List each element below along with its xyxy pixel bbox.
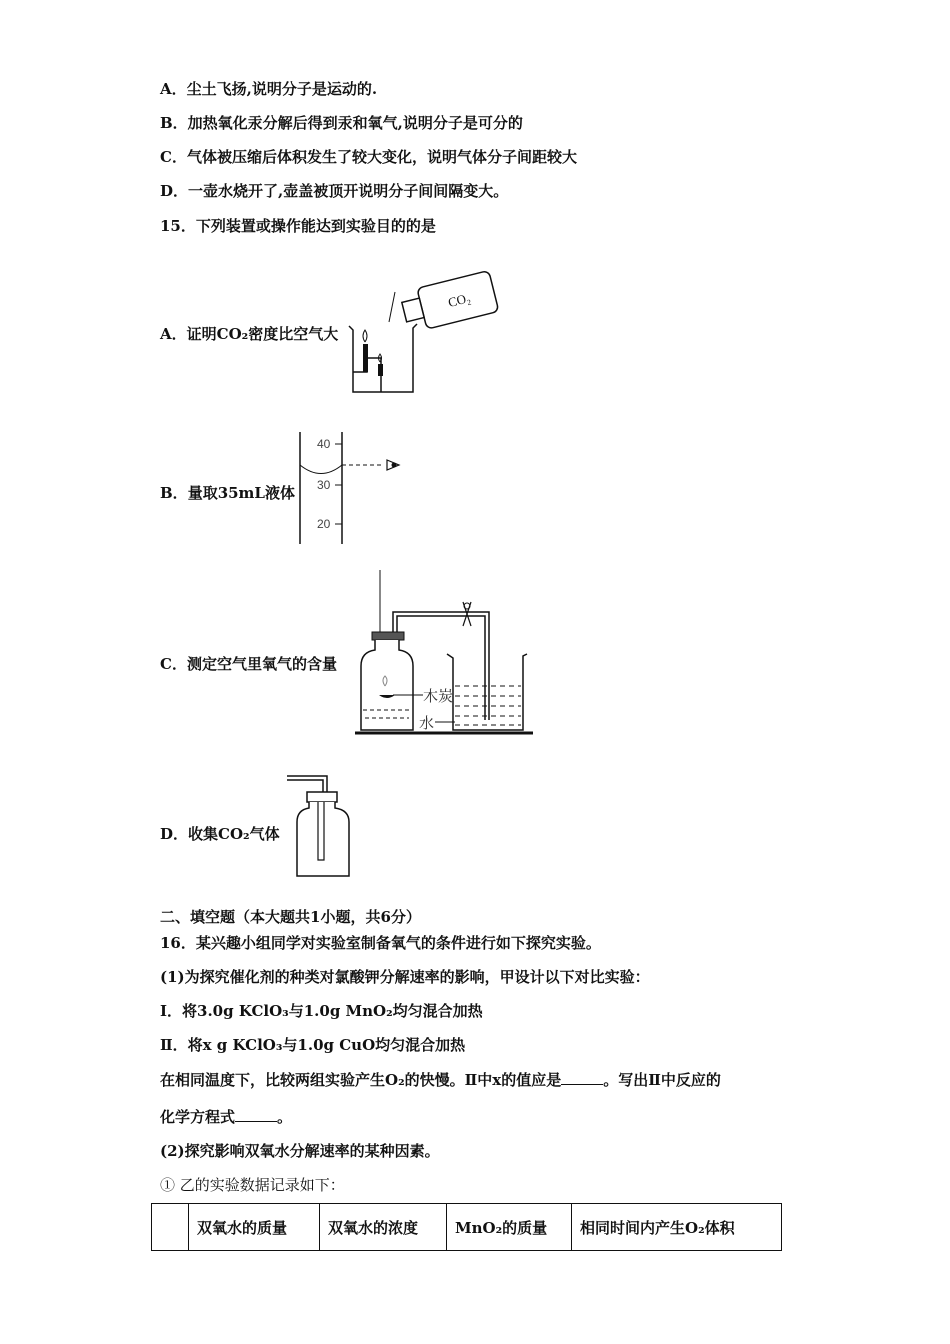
equation-line (160, 1106, 292, 1127)
pour-stream (389, 292, 395, 322)
co2-label: CO₂ (446, 289, 473, 311)
compare-line (160, 1069, 721, 1090)
part-2-text: (2)探究影响双氧水分解速率的某种因素。 (160, 1142, 440, 1160)
tick-label-30: 30 (317, 478, 331, 492)
table-header-cell: 双氧水的浓度 (320, 1204, 447, 1251)
option-text: 量取35mL液体 (187, 484, 295, 502)
experiment-1: Ⅰ．将3.0g KClO₃与1.0g MnO₂均匀混合加热 (160, 1002, 483, 1020)
option-text: 收集CO₂气体 (188, 825, 280, 843)
beaker (349, 324, 417, 392)
part-1-text: (1)为探究催化剂的种类对氯酸钾分解速率的影响，甲设计以下对比实验： (160, 968, 650, 986)
option-a-q15 (160, 323, 338, 344)
tick-label-20: 20 (317, 517, 331, 531)
option-d-q14: D．一壶水烧开了,壶盖被顶开说明分子间间隔变大。 (160, 182, 509, 200)
record-intro: ① 乙的实验数据记录如下： (160, 1176, 345, 1194)
equation-text-a: 化学方程式 (160, 1108, 236, 1126)
experiment-data-table (151, 1203, 782, 1251)
option-c-q14: C．气体被压缩后体积发生了较大变化，说明气体分子间距较大 (160, 148, 577, 166)
flame-tall (363, 330, 367, 342)
graduated-cylinder-diagram (295, 432, 410, 547)
table-header-cell: MnO₂的质量 (447, 1204, 572, 1251)
bottle-body (297, 802, 349, 876)
water-label: 水 (419, 715, 435, 732)
section-2-title: 二、填空题（本大题共1小题，共6分） (160, 908, 421, 926)
option-a-q14: A．尘土飞扬,说明分子是运动的. (160, 80, 378, 98)
option-b-q15 (160, 482, 295, 503)
eye-pupil-icon (392, 463, 397, 468)
gas-jar (361, 640, 413, 730)
question-15-stem: 15．下列装置或操作能达到实验目的的是 (160, 217, 436, 235)
co2-bottle (399, 270, 498, 333)
co2-pouring-diagram (345, 262, 505, 397)
option-letter: A． (160, 325, 187, 343)
short-candle (378, 364, 383, 376)
table-header-row (152, 1204, 782, 1251)
experiment-2: Ⅱ．将x g KClO₃与1.0g CuO均匀混合加热 (160, 1036, 466, 1054)
option-letter: C． (160, 655, 187, 673)
compare-text-a: 在相同温度下，比较两组实验产生O₂的快慢。Ⅱ中x的值应是 (160, 1071, 562, 1089)
option-b-q14: B．加热氧化汞分解后得到汞和氧气,说明分子是可分的 (160, 114, 523, 132)
table-header-cell: 相同时间内产生O₂体积 (572, 1204, 782, 1251)
bottle-stopper (307, 792, 337, 802)
compare-text-b: 。写出Ⅱ中反应的 (603, 1071, 721, 1089)
option-c-q15 (160, 653, 337, 674)
equation-text-b: 。 (277, 1108, 293, 1126)
option-letter: D． (160, 825, 189, 843)
oxygen-content-apparatus (355, 570, 535, 740)
meniscus (300, 465, 342, 474)
tick-label-40: 40 (317, 437, 331, 451)
water-beaker (447, 654, 527, 730)
question-16-stem: 16．某兴趣小组同学对实验室制备氧气的条件进行如下探究实验。 (160, 934, 601, 952)
beaker-water (455, 686, 521, 725)
rubber-stopper (372, 632, 404, 640)
option-text: 测定空气里氧气的含量 (186, 655, 337, 673)
charcoal-label: 木炭 (423, 688, 454, 705)
option-d-q15 (160, 823, 280, 844)
answer-blank-equation[interactable] (235, 1107, 277, 1122)
table-header-cell: 双氧水的质量 (189, 1204, 320, 1251)
table-header-cell (152, 1204, 189, 1251)
option-letter: B． (160, 484, 188, 502)
tall-candle (363, 344, 368, 372)
gas-collection-bottle (283, 770, 358, 880)
answer-blank-x[interactable] (561, 1070, 603, 1085)
option-text: 证明CO₂密度比空气大 (186, 325, 339, 343)
